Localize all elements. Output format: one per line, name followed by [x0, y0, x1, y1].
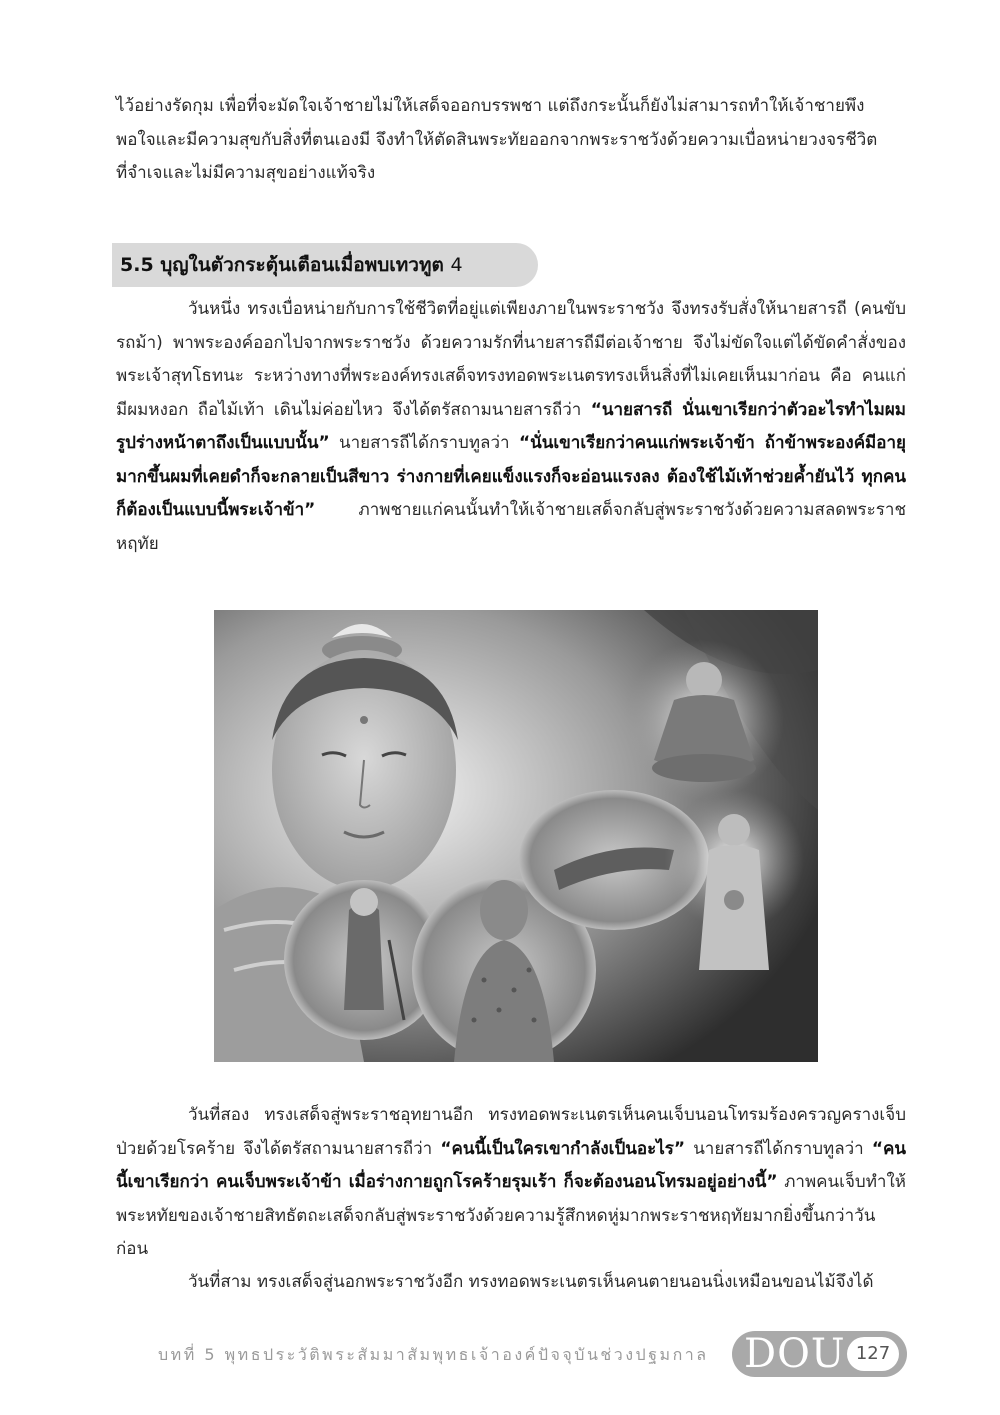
paragraph-text: วันหนึ่ง ทรงเบื่อหน่ายกับการใช้ชีวิตที่อยู่แต่เพียงภายในพระราชวัง จึงทรงรับสั่งให้นายสารถี (คนขับรถม้า) พาพระองค์ออกไปจากพระราชวัง ด้วยความรักที่นายสารถีมีต่อเจ้าชาย จึงไม่ขัดใจแต่ได้ขัดคำสั่งของพระเจ้าสุทโธทนะ ระหว่างทางที่พระองค์ทรงเสด็จทรงทอดพระเนตรทรงเห็นสิ่งที่ไม่เคยเห็นมาก่อน คือ คนแก่ มีผมหงอก ถือไม้เท้า เดินไม่ค่อยไหว จึงได้ตรัสถามนายสารถีว่า: [116, 299, 906, 420]
footer-badge: [732, 1331, 907, 1377]
paragraph-text: นายสารถีได้กราบทูลว่า: [329, 433, 519, 453]
quote-charioteer-answer: “นั่นเขาเรียกว่าคนแก่พระเจ้าข้า ถ้าข้าพระองค์มีอายุมากขึ้นผมที่เคยดำก็จะกลายเป็นสีขาว ร่างกายที่เคยแข็งแรงก็จะอ่อนแรงลง ต้องใช้ไม้เท้าช่วยค้ำยันไว้ ทุกคนก็ต้องเป็นแบบนี้พระเจ้าข้า”: [116, 433, 906, 520]
quote-charioteer-answer: “คนนี้เขาเรียกว่า คนเจ็บพระเจ้าข้า เมื่อร่างกายถูกโรคร้ายรุมเร้า ก็จะต้องนอนโทรมอยู่อย่างนี้”: [116, 1138, 906, 1192]
buddha-four-sights-illustration: [214, 610, 818, 1062]
section-heading-title: 5.5 บุญในตัวกระตุ้นเตือนเมื่อพบเทวทูต: [120, 254, 444, 276]
paragraph-text: วันที่สอง ทรงเสด็จสู่พระราชอุทยานอีก ทรงทอดพระเนตรเห็นคนเจ็บนอนโทรมร้องครวญครางเจ็บป่วยด้วยโรคร้าย จึงได้ตรัสถามนายสารถีว่า: [116, 1105, 906, 1159]
paragraph-text: ภาพคนเจ็บทำให้พระหทัยของเจ้าชายสิทธัตถะเสด็จกลับสู่พระราชวังด้วยความรู้สึกหดหู่มากพระราชหฤทัยมากยิ่งขึ้นกว่าวันก่อน: [116, 1172, 906, 1259]
top-paragraph-line-3: ที่จำเจและไม่มีความสุขอย่างแท้จริง: [116, 163, 376, 183]
paragraph-text: ภาพชายแก่คนนั้นทำให้เจ้าชายเสด็จกลับสู่พระราชวังด้วยความสลดพระราชหฤทัย: [116, 500, 906, 554]
top-paragraph: [116, 90, 906, 191]
paragraph-second-sign: [116, 1099, 906, 1267]
paragraph-first-sign: [116, 293, 906, 561]
top-paragraph-line-1: ไว้อย่างรัดกุม เพื่อที่จะมัดใจเจ้าชายไม่ให้เสด็จออกบรรพชา แต่ถึงกระนั้นก็ยังไม่สามารถทำให้เจ้าชายพึง: [116, 96, 865, 116]
quote-prince-question: “คนนี้เป็นใครเขากำลังเป็นอะไร”: [440, 1138, 686, 1159]
page-number: 127: [847, 1337, 899, 1371]
dou-logo: DOU: [744, 1331, 846, 1377]
footer-chapter-title: บทที่ 5 พุทธประวัติพระสัมมาสัมพุทธเจ้าองค์ปัจจุบันช่วงปฐมกาล: [158, 1345, 709, 1364]
paragraph-text: นายสารถีได้กราบทูลว่า: [685, 1138, 872, 1159]
quote-prince-question: “นายสารถี นั่นเขาเรียกว่าตัวอะไรทำไมผมรูปร่างหน้าตาถึงเป็นแบบนั้น”: [116, 399, 907, 453]
section-heading-number: 4: [450, 254, 463, 276]
paragraph-text: วันที่สาม ทรงเสด็จสู่นอกพระราชวังอีก ทรงทอดพระเนตรเห็นคนตายนอนนิ่งเหมือนขอนไม้จึงได้: [188, 1272, 874, 1292]
top-paragraph-line-2: พอใจและมีความสุขกับสิ่งที่ตนเองมี จึงทำให้ตัดสินพระทัยออกจากพระราชวังด้วยความเบื่อหน่ายวงจรชีวิต: [116, 129, 878, 150]
paragraph-third-sign: [116, 1266, 906, 1300]
section-heading: [112, 243, 538, 287]
